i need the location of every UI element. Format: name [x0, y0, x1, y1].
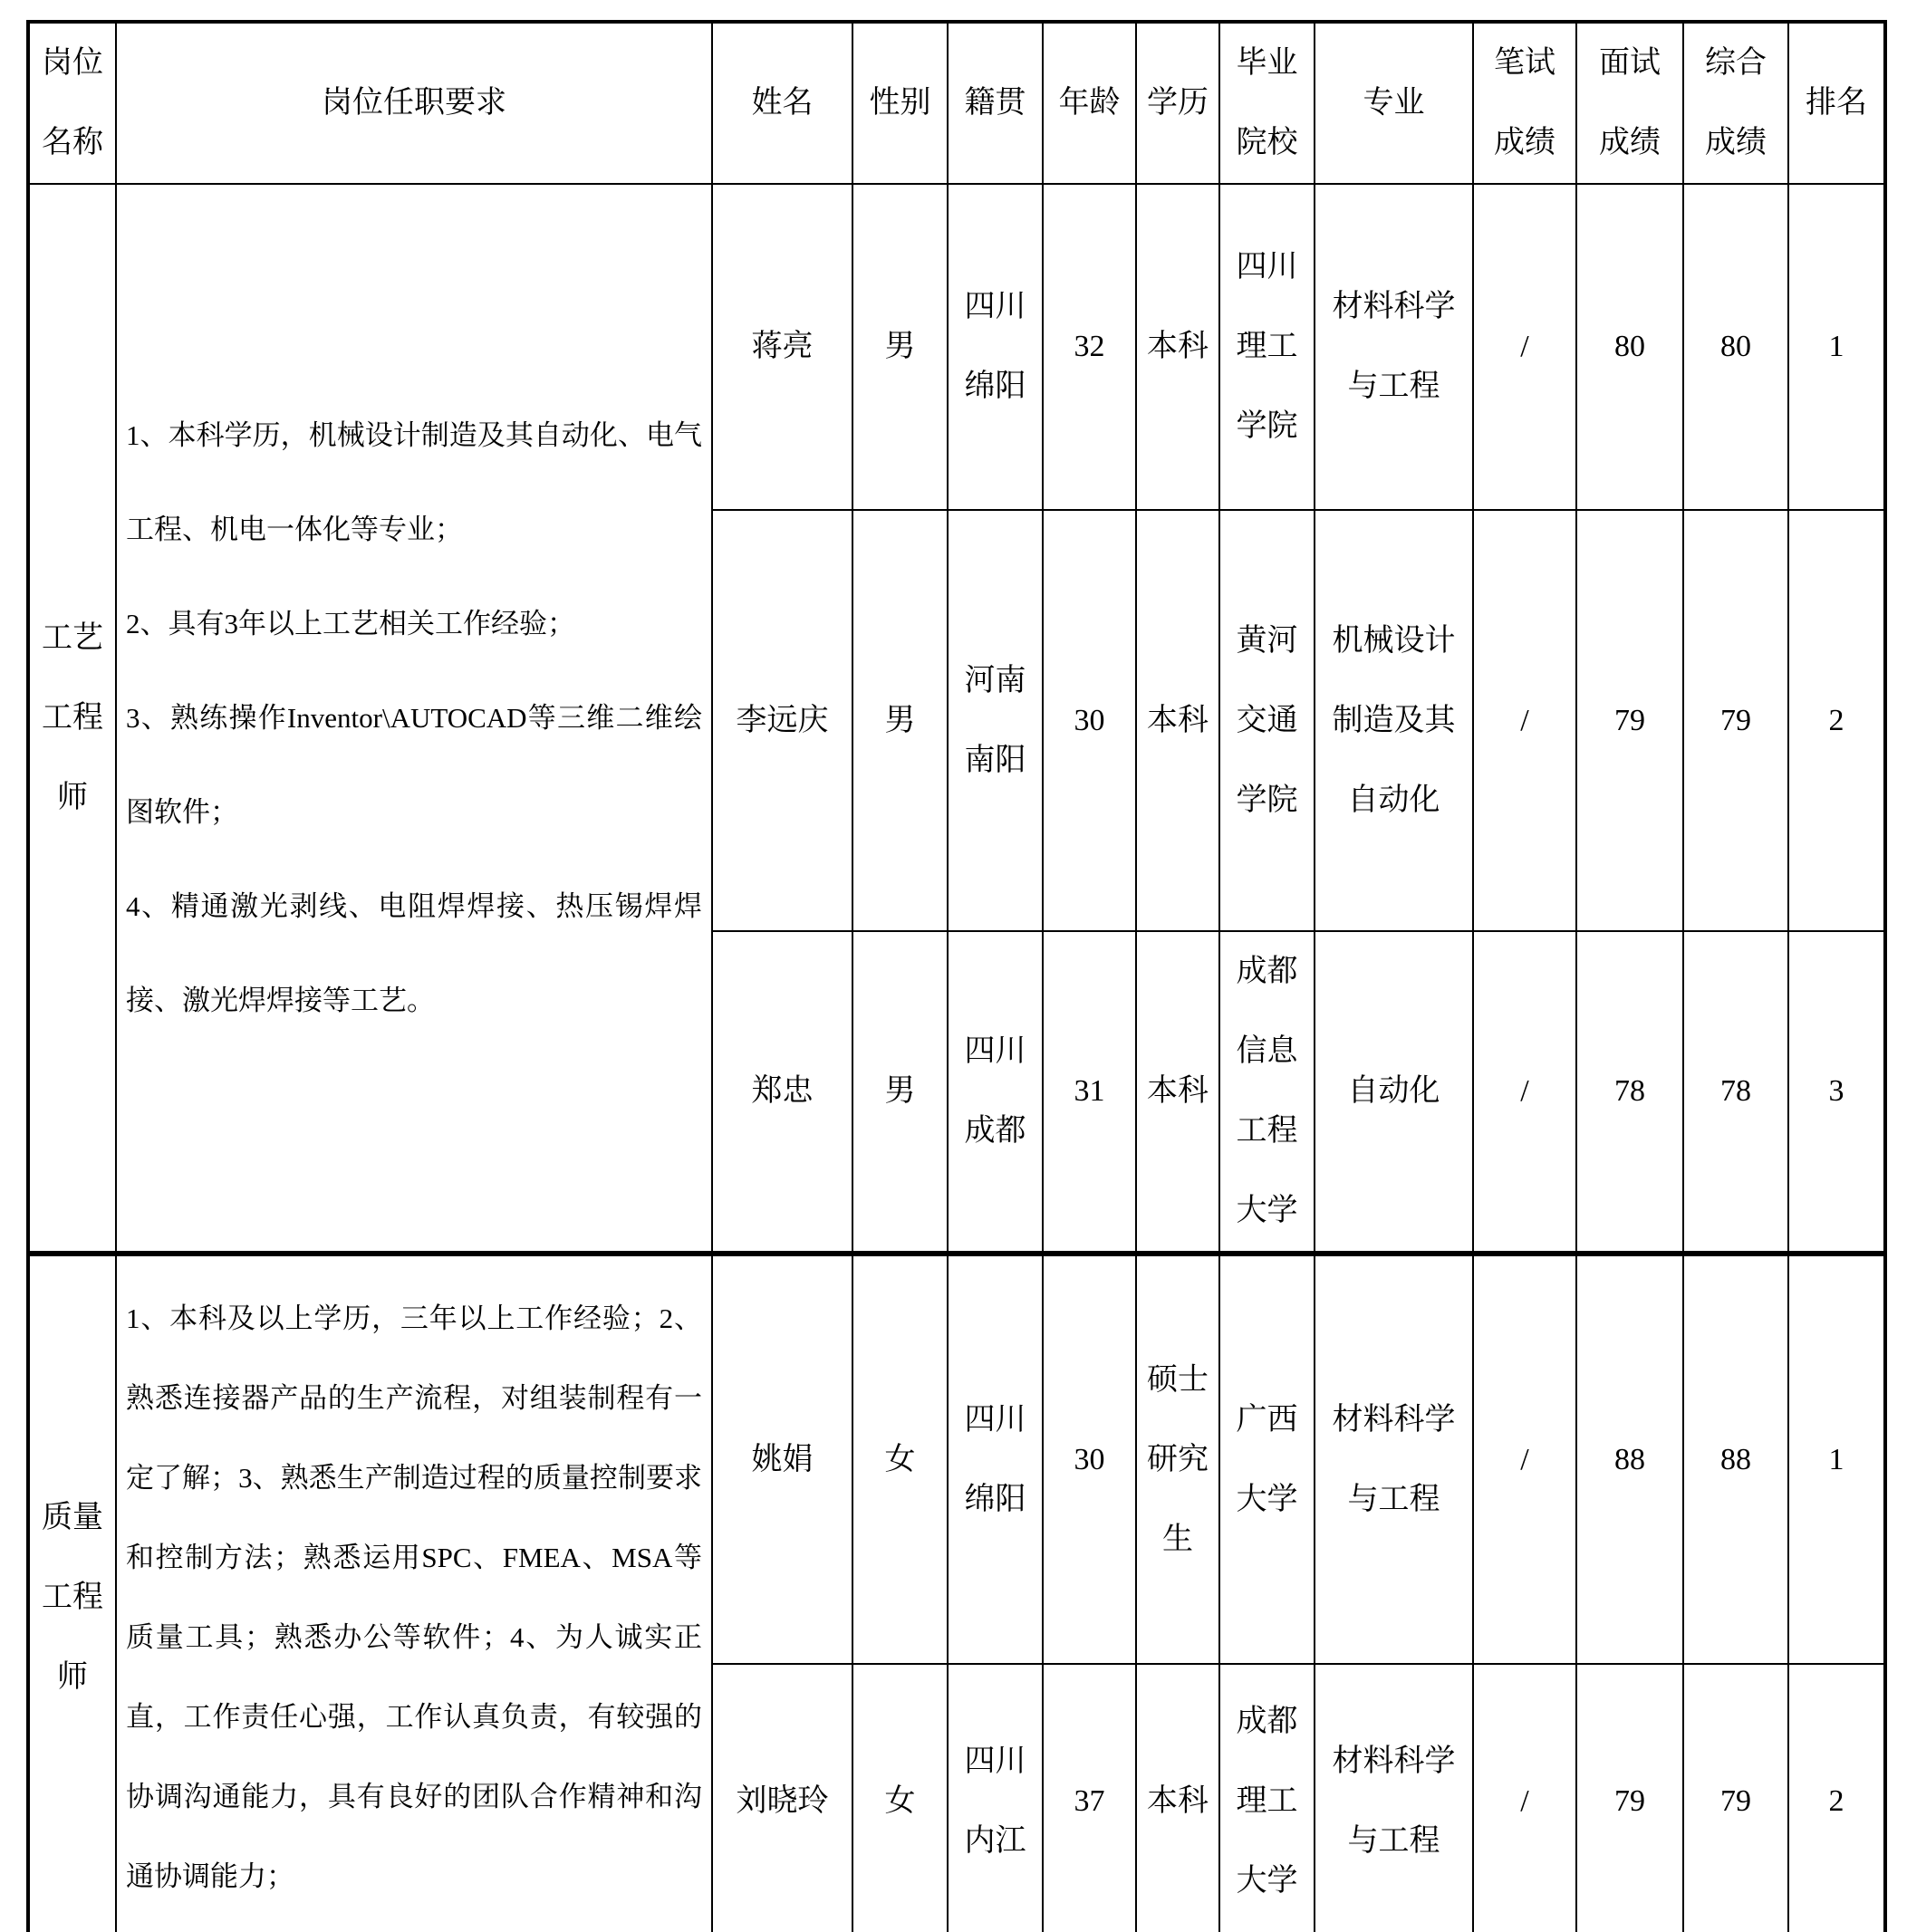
col-header-requirements: 岗位任职要求: [116, 22, 712, 184]
cell-written-score: /: [1473, 931, 1576, 1254]
cell-major: 自动化: [1315, 931, 1473, 1254]
cell-written-score: /: [1473, 510, 1576, 931]
cell-gender: 女: [852, 1664, 948, 1932]
col-header-rank: 排名: [1788, 22, 1885, 184]
requirement-item: 1、本科及以上学历，三年以上工作经验；2、熟悉连接器产品的生产流程，对组装制程有一定了解；3、熟悉生产制造过程的质量控制要求和控制方法；熟悉运用SPC、FMEA、MSA等质量工具；熟悉办公等软件；4、为人诚实正直，工作责任心强，工作认真负责，有较强的协调沟通能力，具有良好的团队合作精神和沟通协调能力；: [126, 1302, 702, 1892]
recruitment-results-table: [26, 20, 1887, 1932]
cell-interview-score: 78: [1576, 931, 1683, 1254]
col-header-written-score: 笔试成绩: [1473, 22, 1576, 184]
cell-gender: 男: [852, 184, 948, 510]
cell-rank: 2: [1788, 1664, 1885, 1932]
cell-school: 成都理工大学: [1219, 1664, 1315, 1932]
cell-major: 材料科学与工程: [1315, 1254, 1473, 1664]
cell-age: 30: [1043, 1254, 1136, 1664]
position-requirements-cell: [116, 184, 712, 1254]
col-header-overall-score: 综合成绩: [1683, 22, 1788, 184]
header-row: [28, 22, 1885, 184]
cell-interview-score: 79: [1576, 510, 1683, 931]
cell-age: 37: [1043, 1664, 1136, 1932]
col-header-education: 学历: [1136, 22, 1219, 184]
cell-major: 机械设计制造及其自动化: [1315, 510, 1473, 931]
cell-overall-score: 88: [1683, 1254, 1788, 1664]
cell-name: 姚娟: [712, 1254, 852, 1664]
cell-age: 32: [1043, 184, 1136, 510]
cell-interview-score: 79: [1576, 1664, 1683, 1932]
requirement-item: 2、具有3年以上工艺相关工作经验；: [126, 607, 575, 639]
cell-overall-score: 80: [1683, 184, 1788, 510]
col-header-school: 毕业院校: [1219, 22, 1315, 184]
cell-rank: 1: [1788, 1254, 1885, 1664]
cell-rank: 1: [1788, 184, 1885, 510]
cell-hometown: 四川绵阳: [948, 184, 1043, 510]
cell-overall-score: 78: [1683, 931, 1788, 1254]
cell-rank: 2: [1788, 510, 1885, 931]
cell-education: 本科: [1136, 184, 1219, 510]
cell-age: 30: [1043, 510, 1136, 931]
cell-written-score: /: [1473, 184, 1576, 510]
cell-overall-score: 79: [1683, 510, 1788, 931]
cell-overall-score: 79: [1683, 1664, 1788, 1932]
col-header-gender: 性别: [852, 22, 948, 184]
cell-hometown: 河南南阳: [948, 510, 1043, 931]
col-header-hometown: 籍贯: [948, 22, 1043, 184]
cell-school: 四川理工学院: [1219, 184, 1315, 510]
cell-school: 成都信息工程大学: [1219, 931, 1315, 1254]
requirement-item: 1、本科学历，机械设计制造及其自动化、电气工程、机电一体化等专业；: [126, 418, 702, 545]
col-header-age: 年龄: [1043, 22, 1136, 184]
position-requirements-cell: [116, 1254, 712, 1932]
cell-education: 本科: [1136, 1664, 1219, 1932]
cell-name: 蒋亮: [712, 184, 852, 510]
cell-gender: 男: [852, 510, 948, 931]
candidate-row: [28, 1254, 1885, 1664]
position-name-cell: 质量工程师: [28, 1254, 116, 1932]
cell-name: 郑忠: [712, 931, 852, 1254]
cell-name: 刘晓玲: [712, 1664, 852, 1932]
cell-school: 广西大学: [1219, 1254, 1315, 1664]
cell-written-score: /: [1473, 1664, 1576, 1932]
cell-interview-score: 80: [1576, 184, 1683, 510]
cell-education: 本科: [1136, 510, 1219, 931]
cell-major: 材料科学与工程: [1315, 184, 1473, 510]
cell-gender: 男: [852, 931, 948, 1254]
cell-gender: 女: [852, 1254, 948, 1664]
cell-interview-score: 88: [1576, 1254, 1683, 1664]
cell-age: 31: [1043, 931, 1136, 1254]
cell-hometown: 四川成都: [948, 931, 1043, 1254]
cell-hometown: 四川内江: [948, 1664, 1043, 1932]
cell-education: 本科: [1136, 931, 1219, 1254]
col-header-position: 岗位名称: [28, 22, 116, 184]
col-header-major: 专业: [1315, 22, 1473, 184]
cell-school: 黄河交通学院: [1219, 510, 1315, 931]
cell-education: 硕士研究生: [1136, 1254, 1219, 1664]
position-name-cell: 工艺工程师: [28, 184, 116, 1254]
requirement-item: 4、精通激光剥线、电阻焊焊接、热压锡焊焊接、激光焊焊接等工艺。: [126, 889, 702, 1016]
requirement-item: 3、熟练操作Inventor\AUTOCAD等三维二维绘图软件；: [126, 701, 702, 828]
cell-name: 李远庆: [712, 510, 852, 931]
candidate-row: [28, 184, 1885, 510]
cell-written-score: /: [1473, 1254, 1576, 1664]
cell-rank: 3: [1788, 931, 1885, 1254]
cell-hometown: 四川绵阳: [948, 1254, 1043, 1664]
col-header-interview-score: 面试成绩: [1576, 22, 1683, 184]
cell-major: 材料科学与工程: [1315, 1664, 1473, 1932]
col-header-name: 姓名: [712, 22, 852, 184]
